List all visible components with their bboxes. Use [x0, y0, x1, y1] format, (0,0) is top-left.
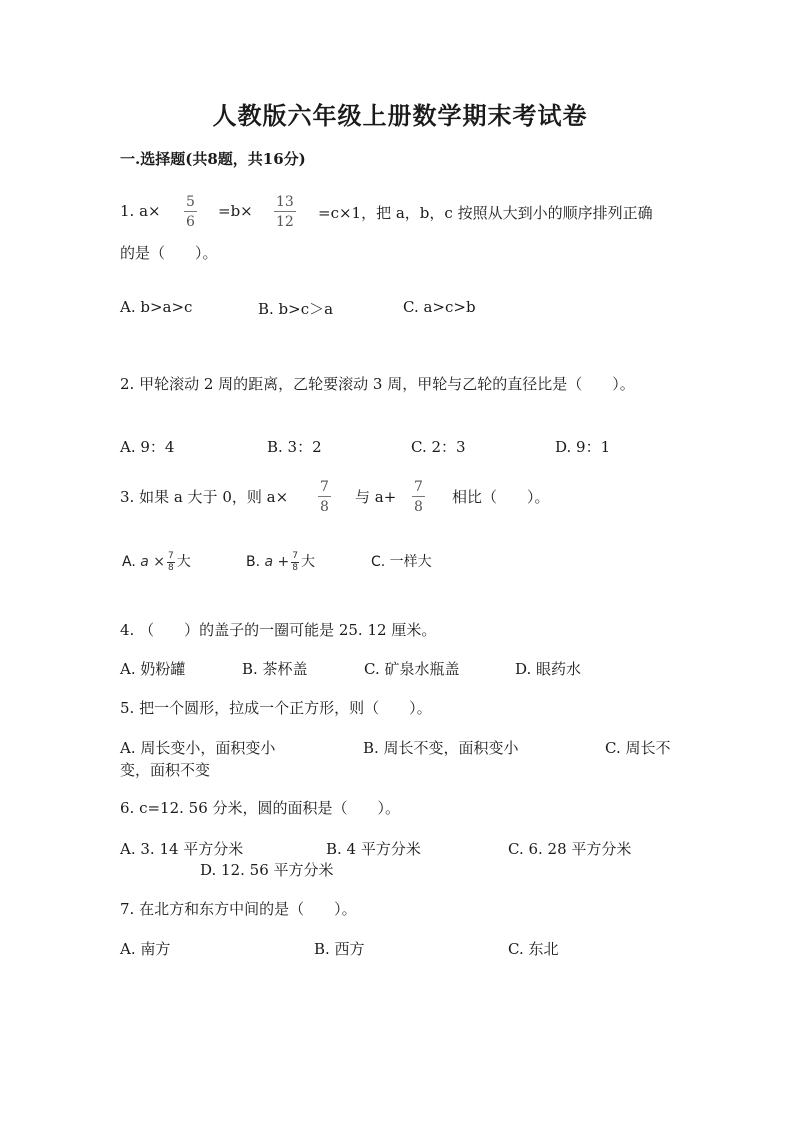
q1-option-c[interactable]: C. a>c>b	[403, 298, 476, 316]
q5-text: 5. 把一个圆形，拉成一个正方形，则（ ）。	[120, 699, 432, 717]
page-title: 人教版六年级上册数学期末考试卷	[212, 101, 588, 130]
q5-option-c-wrap[interactable]: 变，面积不变	[120, 761, 211, 779]
q2-text: 2. 甲轮滚动 2 周的距离，乙轮要滚动 3 周，甲轮与乙轮的直径比是（ ）。	[120, 375, 635, 393]
q3-fraction-2: $\frac{7}{8}$	[414, 479, 423, 515]
q6-option-b[interactable]: B. 4 平方分米	[326, 840, 421, 858]
q4-option-c[interactable]: C. 矿泉水瓶盖	[364, 660, 460, 678]
q1-part1: 1. a×	[120, 202, 161, 220]
q1-fraction-1: $\frac{5}{6}$	[186, 194, 195, 230]
q3-option-a[interactable]: A. a × $\frac{7}{8}$ 大	[122, 550, 191, 573]
q1-option-b[interactable]: B. b>c＞a	[258, 300, 334, 318]
q4-option-d[interactable]: D. 眼药水	[515, 660, 582, 678]
q6-option-a[interactable]: A. 3. 14 平方分米	[120, 840, 244, 858]
q2-option-c[interactable]: C. 2：3	[411, 438, 466, 456]
q5-option-c[interactable]: C. 周长不	[605, 739, 671, 757]
q4-text: 4. （ ）的盖子的一圈可能是 25. 12 厘米。	[120, 621, 437, 639]
q6-text: 6. c=12. 56 分米，圆的面积是（ ）。	[120, 799, 401, 817]
q6-option-c[interactable]: C. 6. 28 平方分米	[508, 840, 632, 858]
q4-option-b[interactable]: B. 茶杯盖	[242, 660, 308, 678]
q7-option-a[interactable]: A. 南方	[120, 940, 171, 958]
q3-part3: 相比（ ）。	[452, 488, 550, 506]
q2-option-a[interactable]: A. 9：4	[120, 438, 175, 456]
q5-option-a[interactable]: A. 周长变小，面积变小	[120, 739, 276, 757]
q2-option-b[interactable]: B. 3：2	[267, 438, 322, 456]
q1-part2: =b×	[218, 202, 253, 220]
q2-option-d[interactable]: D. 9：1	[555, 438, 611, 456]
q5-option-b[interactable]: B. 周长不变，面积变小	[363, 739, 519, 757]
q1-line2: 的是（ ）。	[120, 244, 218, 262]
q6-option-d[interactable]: D. 12. 56 平方分米	[200, 861, 334, 879]
q7-text: 7. 在北方和东方中间的是（ ）。	[120, 900, 357, 918]
q7-option-b[interactable]: B. 西方	[314, 940, 365, 958]
section-heading: 一.选择题(共8题，共16分)	[120, 150, 306, 168]
q3-fraction-1: $\frac{7}{8}$	[320, 479, 329, 515]
q7-option-c[interactable]: C. 东北	[508, 940, 559, 958]
q1-option-a[interactable]: A. b>a>c	[120, 298, 193, 316]
q3-option-c[interactable]: C. 一样大	[371, 554, 432, 570]
q3-option-b[interactable]: B. a + $\frac{7}{8}$ 大	[246, 550, 316, 573]
q4-option-a[interactable]: A. 奶粉罐	[120, 660, 186, 678]
q3-part2: 与 a+	[355, 488, 397, 506]
q1-fraction-2: $\frac{13}{12}$	[276, 194, 294, 230]
q3-part1: 3. 如果 a 大于 0，则 a×	[120, 488, 289, 506]
q1-part3: =c×1，把 a，b，c 按照从大到小的顺序排列正确	[318, 204, 653, 222]
